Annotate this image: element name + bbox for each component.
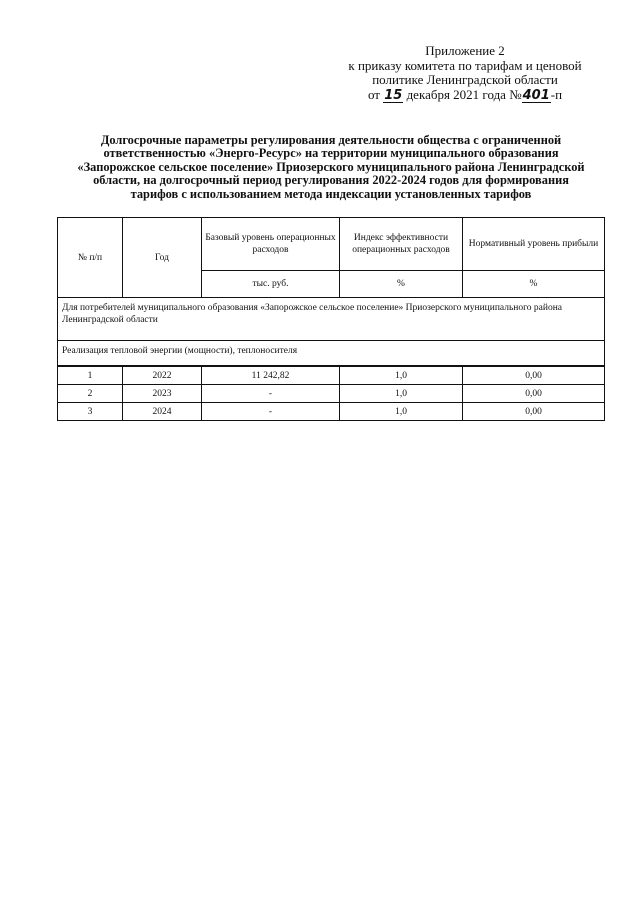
header-year: Год — [123, 218, 202, 298]
title-line: области, на долгосрочный период регулирования 2022-2024 годов для формирования — [93, 173, 569, 188]
header-profit-level: Нормативный уровень прибыли — [463, 218, 605, 271]
handwritten-day: 15 — [384, 87, 403, 103]
cell-index: 1,0 — [340, 385, 463, 403]
title-line: «Запорожское сельское поселение» Приозерского муниципального района Ленинградской — [77, 159, 585, 174]
section-consumers-row — [58, 298, 605, 341]
header-efficiency-index: Индекс эффективности операционных расходов — [340, 218, 463, 271]
title-line: тарифов с использованием метода индексации установленных тарифов — [130, 186, 532, 201]
unit-index: % — [340, 271, 463, 298]
date-prefix: от — [367, 86, 380, 102]
table-row — [58, 403, 605, 421]
cell-index: 1,0 — [340, 366, 463, 385]
appendix-title: Приложение 2 — [425, 43, 505, 58]
cell-base: 11 242,82 — [202, 366, 340, 385]
cell-index: 1,0 — [340, 403, 463, 421]
appendix-committee: политике Ленинградской области — [372, 72, 558, 87]
appendix-date-line — [330, 88, 600, 103]
section-heat-row — [58, 341, 605, 367]
title-line: Долгосрочные параметры регулирования деятельности общества с ограниченной — [100, 133, 562, 147]
header-num: № п/п — [58, 218, 123, 298]
cell-base: - — [202, 403, 340, 421]
date-middle: декабря 2021 года № — [406, 86, 522, 102]
title-line: ответственностью «Энерго-Ресурс» на территории муниципального образования — [103, 146, 559, 161]
cell-base: - — [202, 385, 340, 403]
document-title — [66, 134, 596, 201]
appendix-header — [330, 44, 600, 103]
cell-num: 3 — [58, 403, 123, 421]
handwritten-number: 401 — [522, 87, 550, 103]
table-header-row — [58, 218, 605, 271]
cell-profit: 0,00 — [463, 403, 605, 421]
cell-year: 2022 — [123, 366, 202, 385]
section-consumers: Для потребителей муниципального образования «Запорожское сельское поселение» Приозерского муниципального района Ленинградской области — [58, 298, 605, 341]
parameters-table — [57, 217, 605, 421]
cell-year: 2023 — [123, 385, 202, 403]
header-base-opex: Базовый уровень операционных расходов — [202, 218, 340, 271]
cell-num: 1 — [58, 366, 123, 385]
table-row — [58, 385, 605, 403]
cell-profit: 0,00 — [463, 366, 605, 385]
cell-profit: 0,00 — [463, 385, 605, 403]
unit-profit: % — [463, 271, 605, 298]
unit-base: тыс. руб. — [202, 271, 340, 298]
date-suffix: -п — [550, 86, 563, 102]
cell-year: 2024 — [123, 403, 202, 421]
section-heat-sales: Реализация тепловой энергии (мощности), теплоносителя — [58, 341, 605, 367]
table-row — [58, 366, 605, 385]
cell-num: 2 — [58, 385, 123, 403]
appendix-order-ref: к приказу комитета по тарифам и ценовой — [348, 57, 582, 73]
